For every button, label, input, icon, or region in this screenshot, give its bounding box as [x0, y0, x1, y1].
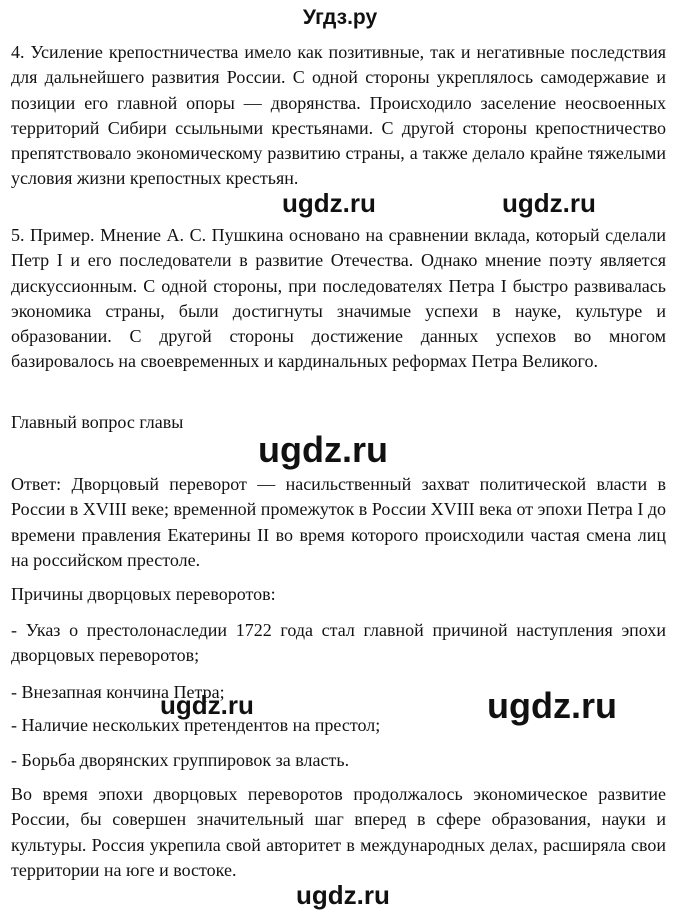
cause-item-2: - Внезапная кончина Петра; [11, 682, 225, 702]
watermark: ugdz.ru [296, 880, 390, 910]
watermark: ugdz.ru [258, 429, 388, 470]
cause-item-4: - Борьба дворянских группировок за власть. [11, 750, 350, 770]
watermark: ugdz.ru [160, 690, 254, 720]
watermark: ugdz.ru [502, 188, 596, 218]
site-title: Угдз.ру [302, 6, 378, 29]
conclusion-paragraph: Во время эпохи дворцовых переворотов продолжалось экономическое развитие России, бы совершен значительный шаг вперед в сфере образования, науки и культуры. Россия укрепила свой авторитет в международных делах, расширяла свои территории на юге и востоке. [11, 784, 666, 880]
section-heading: Главный вопрос главы [11, 412, 184, 432]
answer-paragraph-5: 5. Пример. Мнение А. С. Пушкина основано на сравнении вклада, который сделали Петр I и его последователи в развитие Отечества. Однако мнение поэту является дискуссионным. С одной стороны, при последователях Петра I быстро развивалась экономика страны, были достигнуты значимые успехи в науке, культуре и образовании. С другой стороны достижение данных успехов во многом базировалось на своевременных и кардинальных реформах Петра Великого. [11, 225, 666, 372]
answer-definition: Ответ: Дворцовый переворот — насильственный захват политической власти в России в XVIII веке; временной промежуток в России XVIII века от эпохи Петра I до времени правления Екатерины II во время которого происходили частая смена лиц на российском престоле. [11, 474, 666, 570]
causes-title: Причины дворцовых переворотов: [11, 584, 276, 604]
cause-item-3: - Наличие нескольких претендентов на престол; [11, 715, 381, 735]
answer-paragraph-4: 4. Усиление крепостничества имело как позитивные, так и негативные последствия для дальнейшего развития России. С одной стороны укреплялось самодержавие и позиции его главной опоры — дворянства. Происходило заселение неосвоенных территорий Сибири ссыльными крестьянами. С другой стороны крепостничество препятствовало экономическому развитию страны, а также делало крайне тяжелыми условия жизни крепостных крестьян. [11, 42, 666, 189]
watermark: ugdz.ru [282, 188, 376, 218]
watermark: ugdz.ru [487, 685, 617, 726]
cause-item-1: - Указ о престолонаследии 1722 года стал главной причиной наступления эпохи дворцовых переворотов; [11, 620, 666, 666]
